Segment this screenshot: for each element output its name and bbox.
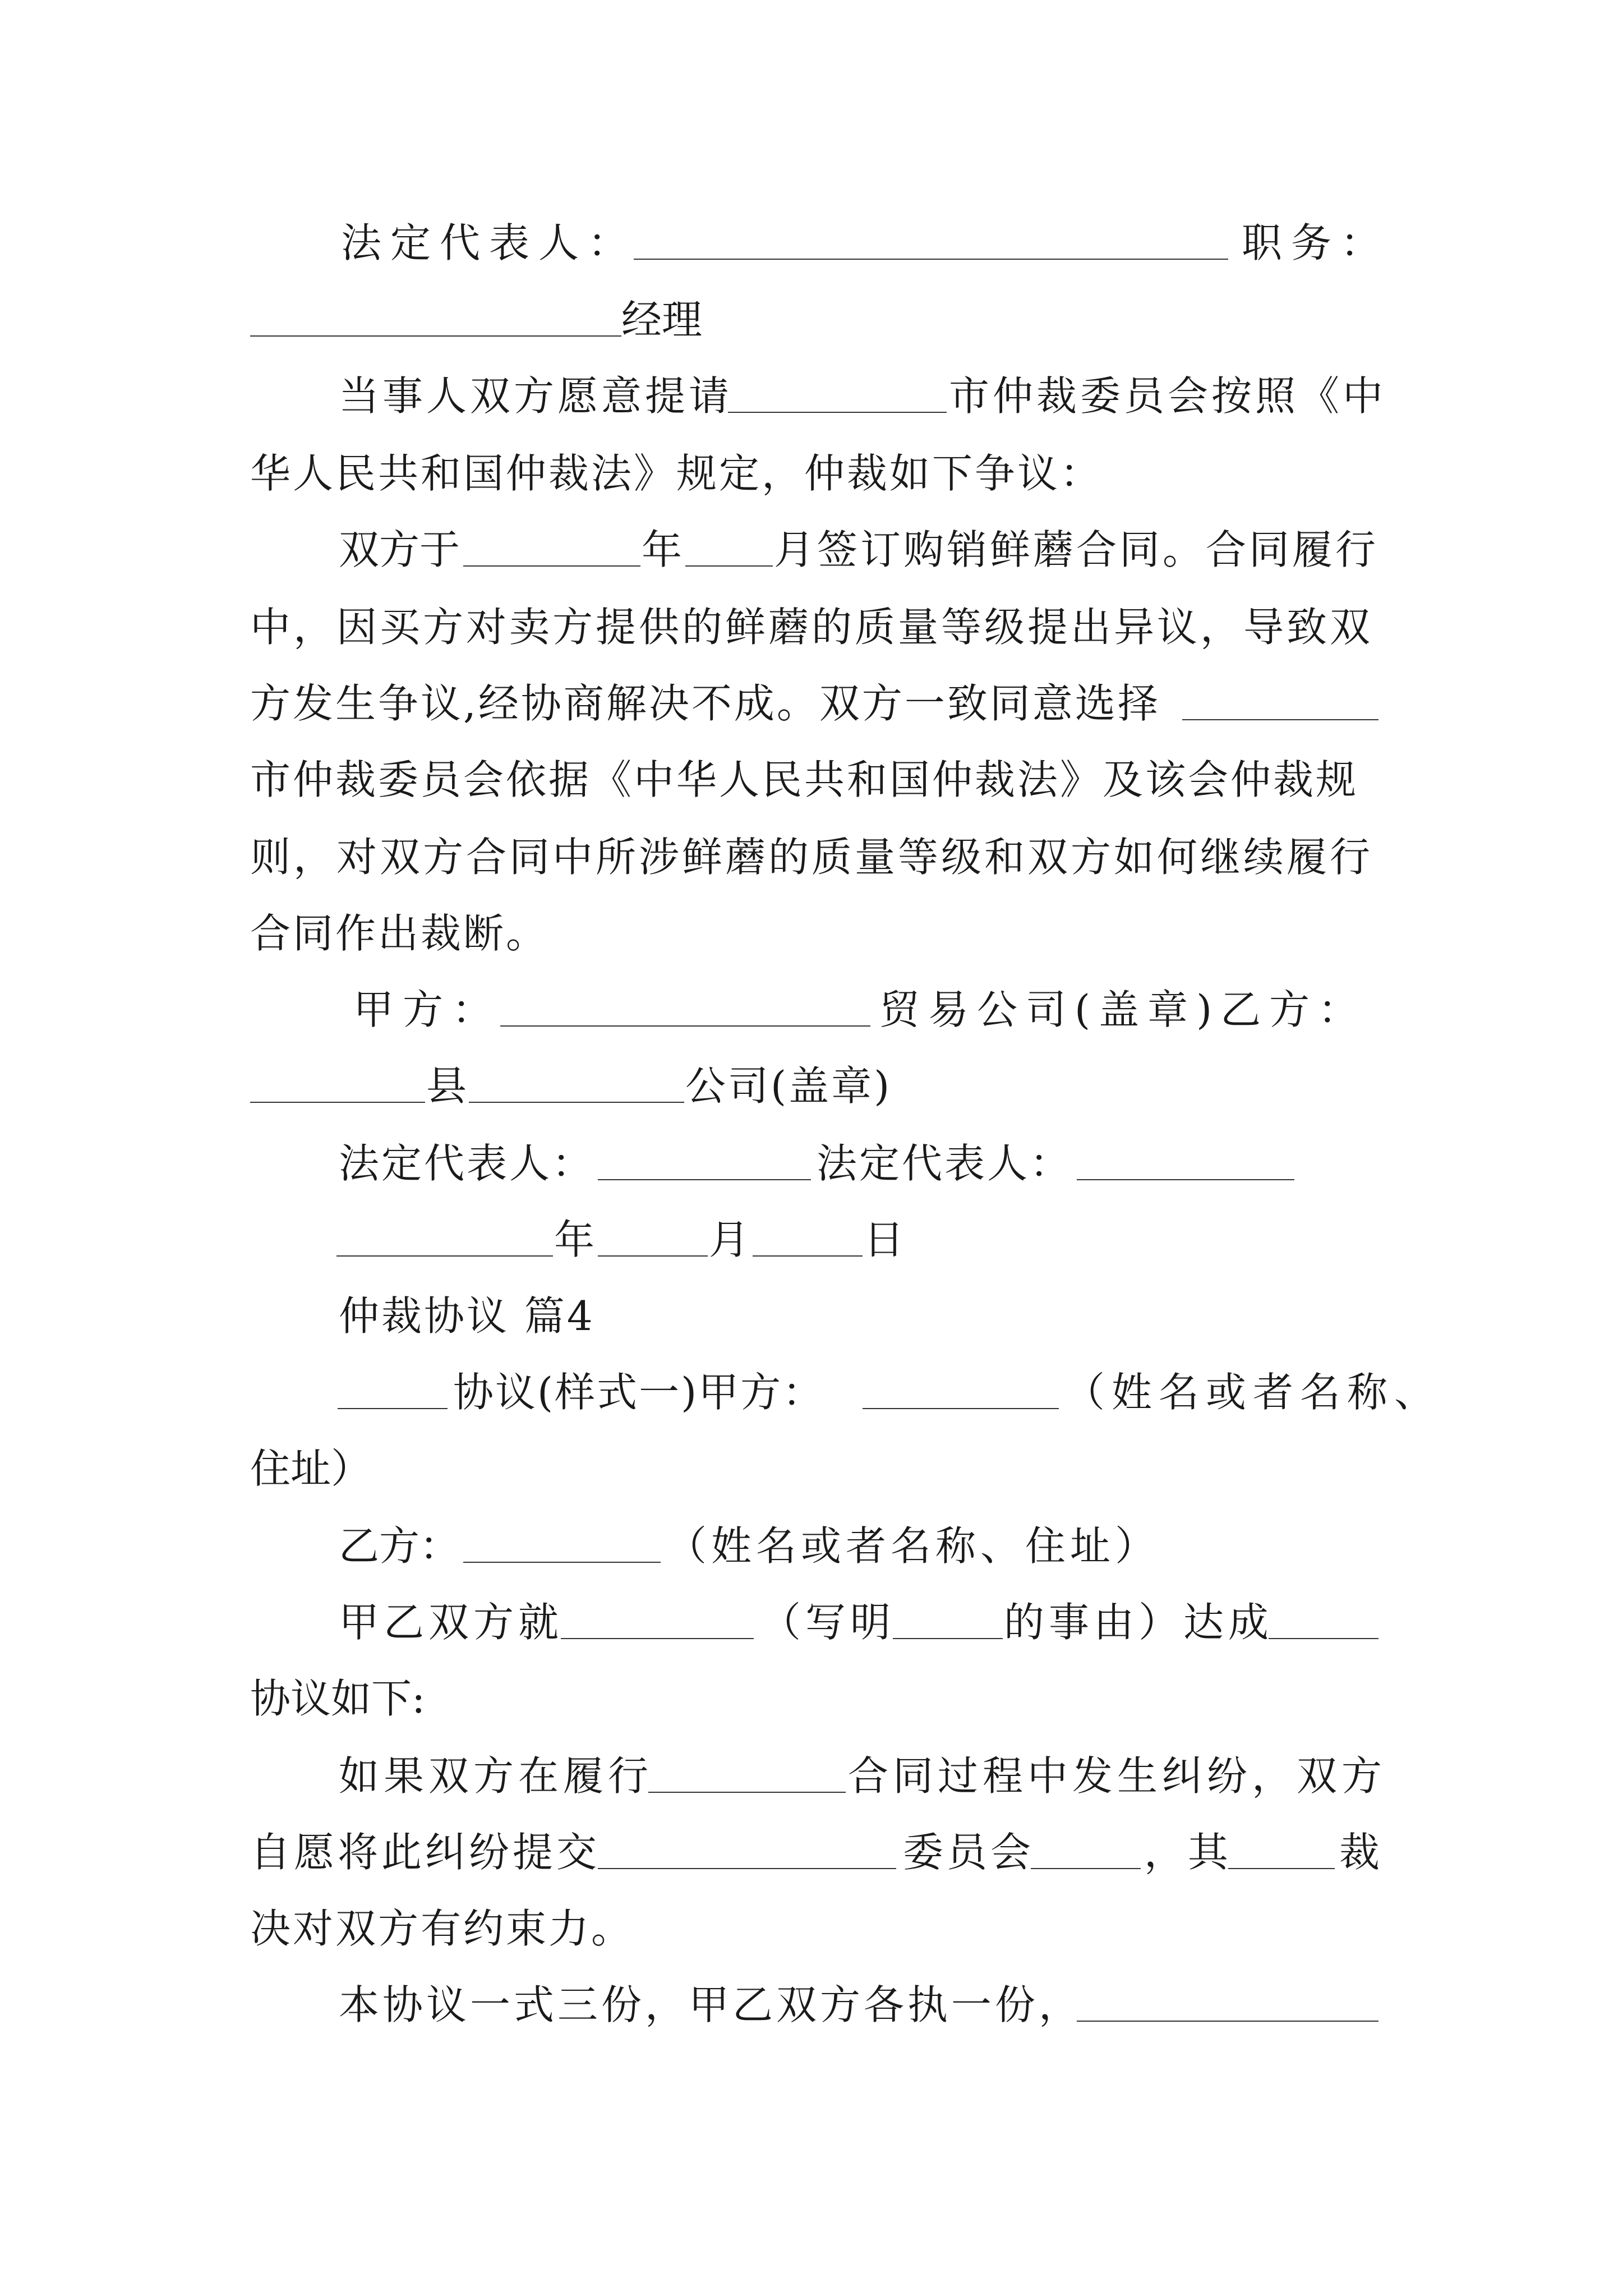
blank-field (863, 1375, 1059, 1409)
blank-field (728, 379, 947, 413)
text: 本协议一式三份，甲乙双方各执一份， (339, 1981, 1083, 2028)
text: （姓名或者名称、 (1064, 1369, 1442, 1416)
text: 协议(样式一)甲方： (453, 1369, 825, 1416)
label-party-a: 甲方： (353, 986, 502, 1033)
blank-field (1182, 687, 1378, 720)
section-heading: 仲裁协议 篇4 (339, 1292, 595, 1340)
label-party-b: 贸易公司(盖章)乙方： (879, 986, 1367, 1033)
blank-day (753, 1223, 863, 1257)
text: 的事由）达成 (1004, 1599, 1274, 1646)
blank-field (598, 1835, 896, 1869)
label-title: 职务： (1242, 219, 1390, 266)
text: 甲乙双方就 (339, 1599, 564, 1646)
blank-field (500, 993, 870, 1027)
text: 市仲裁委员会按照《中 (949, 372, 1387, 420)
text: 合同作出裁断。 (250, 910, 549, 957)
blank-field (1228, 1835, 1335, 1869)
text: 双方于 (339, 526, 460, 573)
text: 日 (864, 1216, 905, 1263)
text: 如果双方在履行 (339, 1752, 653, 1800)
text: 县 (426, 1062, 467, 1110)
text: 年 (642, 526, 683, 573)
blank-month (685, 533, 773, 567)
text: 委员会 (903, 1829, 1035, 1876)
blank-year (463, 533, 640, 567)
text: （姓名或者名称、住址） (666, 1522, 1160, 1570)
text: 协议如下: (250, 1675, 426, 1722)
text-manager: 经理 (621, 296, 703, 343)
text: 方发生争议,经协商解决不成。双方一致同意选择 (250, 680, 1160, 727)
label-legal-rep-b: 法定代表人： (817, 1140, 1073, 1187)
text: 合同过程中发生纠纷，双方 (848, 1752, 1387, 1800)
blank-year (336, 1223, 553, 1257)
label-legal-rep-a: 法定代表人： (339, 1140, 595, 1187)
blank-field (469, 1069, 684, 1103)
blank-field (463, 1529, 661, 1563)
blank-field (250, 303, 621, 337)
blank-field (1031, 1835, 1141, 1869)
text: 自愿将此纠纷提交 (250, 1829, 601, 1876)
text: 裁 (1339, 1829, 1380, 1876)
text: ，其 (1144, 1829, 1232, 1876)
blank-field (561, 1605, 754, 1639)
blank-field (1077, 1147, 1294, 1180)
blank-field (1077, 1988, 1378, 2022)
blank-month (598, 1223, 708, 1257)
text: 决对双方有约束力。 (250, 1905, 634, 1952)
label-legal-rep: 法定代表人： (341, 219, 638, 266)
text: 月 (709, 1216, 750, 1263)
text: 则，对双方合同中所涉鲜蘑的质量等级和双方如何继续履行 (250, 834, 1373, 881)
text: 月签订购销鲜蘑合同。合同履行 (774, 526, 1379, 573)
blank-field (893, 1605, 1003, 1639)
text: 当事人双方愿意提请 (339, 372, 733, 420)
blank-field (250, 1069, 425, 1103)
label-party-b: 乙方： (339, 1522, 460, 1570)
text: 公司(盖章) (685, 1062, 892, 1110)
blank-field (598, 1147, 811, 1180)
text: 市仲裁委员会依据《中华人民共和国仲裁法》及该会仲裁规 (250, 756, 1359, 803)
blank-field (338, 1375, 448, 1409)
text: 华人民共和国仲裁法》规定，仲裁如下争议： (250, 450, 1103, 497)
text: （写明 (760, 1599, 896, 1646)
blank-field (648, 1759, 846, 1793)
text: 年 (554, 1216, 595, 1263)
text: 中，因买方对卖方提供的鲜蘑的质量等级提出异议，导致双 (250, 604, 1373, 651)
text: 住址） (250, 1445, 372, 1492)
blank-field (634, 226, 1228, 260)
blank-field (1269, 1605, 1378, 1639)
